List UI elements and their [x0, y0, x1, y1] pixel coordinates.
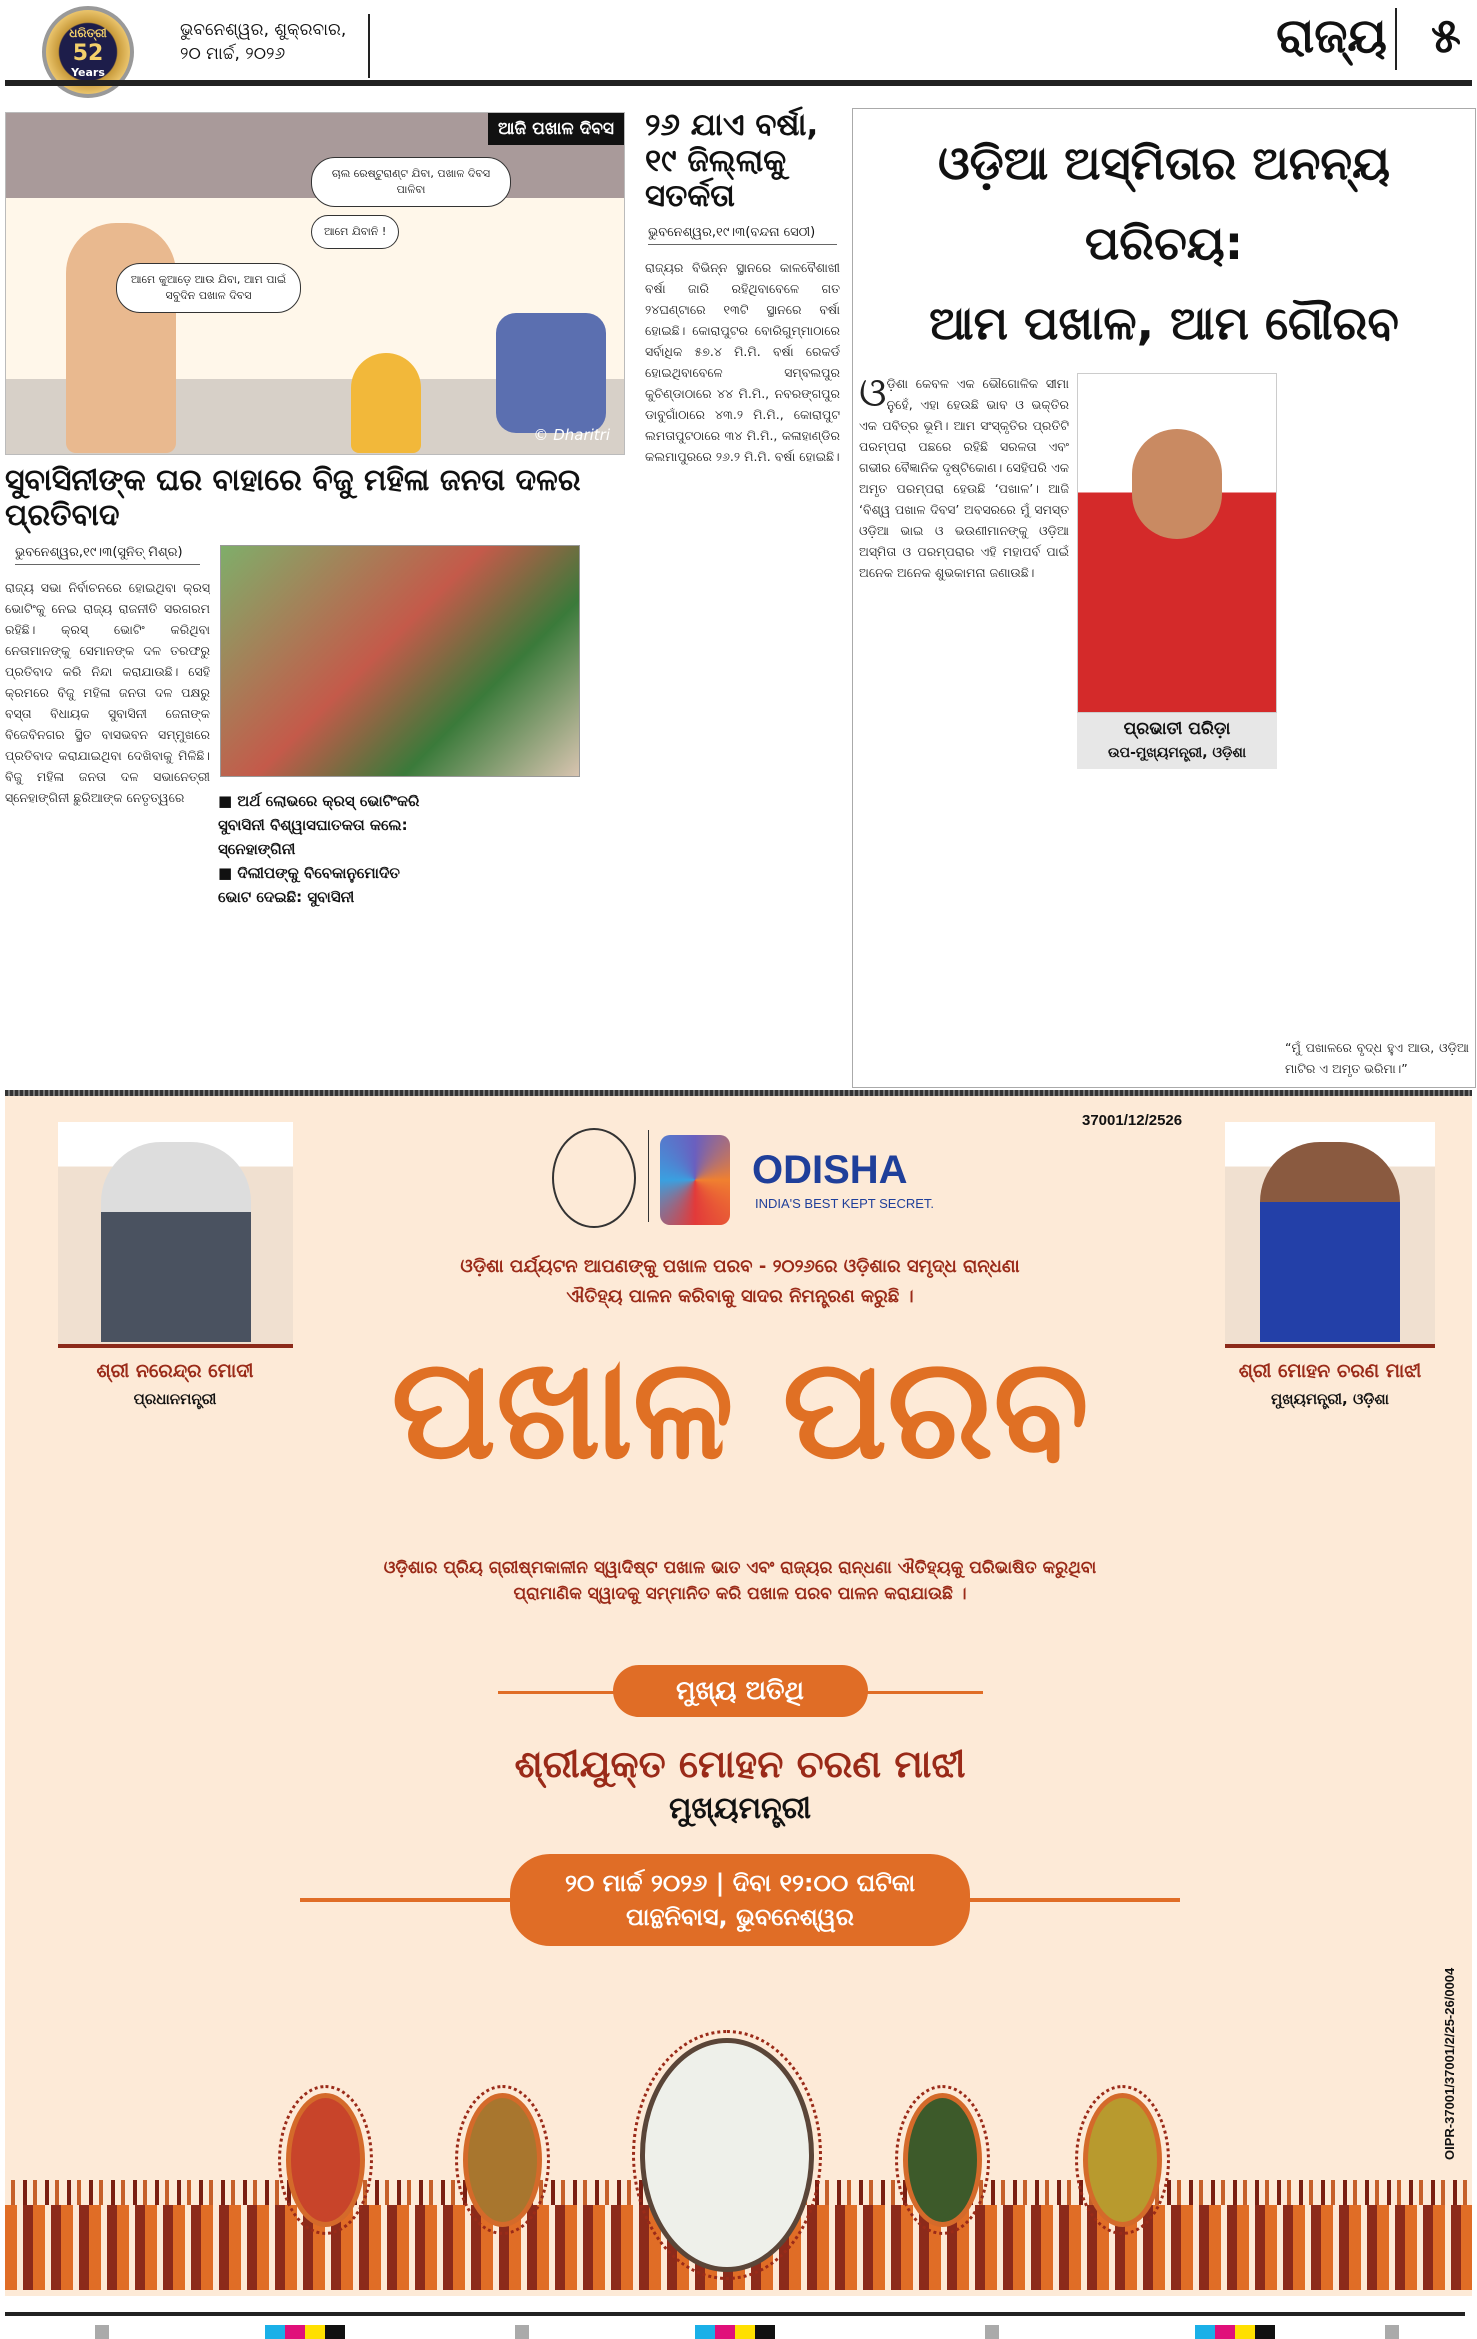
speech-bubble: ଆମେ କୁଆଡ଼େ ଆଉ ଯିବା, ଆମ ପାଇଁ ସବୁଦିନ ପଖାଳ ଦିବସ: [116, 263, 301, 313]
chief-guest-block: [498, 1665, 983, 1717]
event-details: ୨୦ ମାର୍ଚ୍ଚ ୨୦୨୬ | ଦିବା ୧୨:୦୦ ଘଟିକା ପାନ୍ଥନିବାସ, ଭୁବନେଶ୍ୱର: [510, 1854, 970, 1946]
story2: [645, 108, 840, 1086]
ad-code: 37001/12/2526: [1082, 1112, 1183, 1129]
chief-guest-label: ମୁଖ୍ୟ ଅତିଥି: [613, 1665, 868, 1717]
pm-role: ପ୍ରଧାନମନ୍ତ୍ରୀ: [133, 1390, 217, 1408]
food-bowl-tomato: [278, 2085, 373, 2235]
logo-years: 52: [72, 40, 104, 66]
bullet-text: ଅର୍ଥ ଲୋଭରେ କ୍ରସ୍ ଭୋଟିଂକରି ସୁବାସିନୀ ବିଶ୍ୱାସଘାତକତା କଲେ: ସ୍ନେହାଙ୍ଗିନୀ: [218, 792, 420, 858]
invitation-text: [340, 1252, 1140, 1312]
bullet-text: ଦିଲୀପଙ୍କୁ ବିବେକାନୁମୋଦିତ ଭୋଟ ଦେଇଛି: ସୁବାସିନୀ: [218, 864, 400, 906]
food-bowl-beans: [1075, 2085, 1170, 2235]
story3-middle-column: [1077, 373, 1277, 1087]
cm-name: ଶ୍ରୀ ମୋହନ ଚରଣ ମାଝୀ: [1238, 1360, 1422, 1382]
story1-bullets: [218, 789, 433, 909]
event-description: [330, 1555, 1150, 1607]
invitation-line1: ଓଡ଼ିଶା ପର୍ଯ୍ୟଟନ ଆପଣଙ୍କୁ ପଖାଳ ପରବ - ୨୦୨୬ରେ ଓଡ଼ିଶାର ସମୃଦ୍ଧ ରାନ୍ଧଣା: [460, 1256, 1020, 1277]
story2-byline: ଭୁବନେଶ୍ୱର,୧୯।୩(ବନ୍ଦନା ସେଠୀ): [648, 225, 837, 245]
odisha-emblem-icon: [552, 1128, 636, 1228]
color-bar: [265, 2325, 345, 2339]
cm-photo: [1225, 1122, 1435, 1348]
chief-guest-role: ମୁଖ୍ୟମନ୍ତ୍ରୀ: [668, 1791, 812, 1826]
drop-cap: ଓ: [859, 373, 887, 416]
food-bowl-greens: [895, 2085, 990, 2235]
story3-box: [852, 108, 1476, 1088]
story3-body-text: ଡ଼ିଶା କେବଳ ଏକ ଭୌଗୋଳିକ ସୀମା ନୁହେଁ, ଏହା ହେଉଛି ଭାବ ଓ ଭକ୍ତିର ଏକ ପବିତ୍ର ଭୂମି। ଆମ ସଂସ୍କୃତିର ପ୍ରତିଟି ପରମ୍ପରା ପଛରେ ରହିଛି ସରଳତା ଏବଂ ଗଭୀର ବୈଜ୍ଞାନିକ ଦୃଷ୍ଟିକୋଣ। ସେହିପରି ଏକ ଅମୃତ ପରମ୍ପରା ହେଉଛି ‘ପଖାଳ’। ଆଜି ‘ବିଶ୍ୱ ପଖାଳ ଦିବସ’ ଅବସରରେ ମୁଁ ସମସ୍ତ ଓଡ଼ିଆ ଭାଇ ଓ ଭଉଣୀମାନଙ୍କୁ ଓଡ଼ିଆ ଅସ୍ମିତା ଓ ପରମ୍ପରାର ଏହି ମହାପର୍ବ ପାଇଁ ଅନେକ ଅନେକ ଶୁଭକାମନା ଜଣାଉଛି।: [859, 376, 1069, 580]
editorial-cartoon: [5, 112, 625, 455]
story1-body: ରାଜ୍ୟ ସଭା ନିର୍ବାଚନରେ ହୋଇଥିବା କ୍ରସ୍ ଭୋଟିଂକୁ ନେଇ ରାଜ୍ୟ ରାଜନୀତି ସରଗରମ ରହିଛି। କ୍ରସ୍ ଭୋଟିଂ କରିଥିବା ନେତାମାନଙ୍କୁ ସେମାନଙ୍କ ଦଳ ତରଫରୁ ପ୍ରତିବାଦ କରି ନିନ୍ଦା କରାଯାଉଛି। ସେହି କ୍ରମରେ ବିଜୁ ମହିଳା ଜନତା ଦଳ ପକ୍ଷରୁ ବସ୍ତା ବିଧାୟକ ସୁବାସିନୀ ଜେନାଙ୍କ ବିଜେବିନଗର ସ୍ଥିତ ବାସଭବନ ସମ୍ମୁଖରେ ପ୍ରତିବାଦ କରାଯାଇଥିବା ଦେଖିବାକୁ ମିଳିଛି। ବିଜୁ ମହିଳା ଜନତା ଦଳ ସଭାନେତ୍ରୀ ସ୍ନେହାଙ୍ଗିନୀ ଛୁରିଆଙ୍କ ନେତୃତ୍ୱରେ: [5, 580, 210, 805]
logo-years-label: Years: [71, 65, 105, 79]
cartoon-tag: ଆଜି ପଖାଳ ଦିବସ: [488, 113, 624, 145]
logo-text: ଧରିତ୍ରୀ: [69, 25, 107, 40]
photo-caption: [1077, 713, 1277, 769]
odisha-tourism-logo-icon: [660, 1135, 730, 1225]
cartoon-man-figure: [66, 223, 176, 453]
story3-right-column: [1285, 373, 1469, 1087]
color-bar: [695, 2325, 775, 2339]
invitation-line2: ଐତିହ୍ୟ ପାଳନ କରିବାକୁ ସାଦର ନିମନ୍ତ୍ରଣ କରୁଛି ।: [566, 1286, 914, 1307]
event-date: ୨୦ ମାର୍ଚ୍ଚ ୨୦୨୬: [564, 1869, 708, 1897]
registration-mark: [1385, 2325, 1399, 2339]
food-bowl-fry: [455, 2085, 550, 2235]
header-rule: [5, 80, 1472, 86]
issue-date-line1: ଭୁବନେଶ୍ୱର, ଶୁକ୍ରବାର,: [180, 20, 347, 40]
story3-headline-line1: ଓଡ଼ିଆ ଅସ୍ମିତାର ଅନନ୍ୟ ପରିଚୟ:: [937, 136, 1391, 270]
caption-role: ଉପ-ମୁଖ୍ୟମନ୍ତ୍ରୀ, ଓଡ଼ିଶା: [1107, 745, 1247, 761]
color-bar: [1195, 2325, 1275, 2339]
story3-body: [859, 373, 1069, 1087]
ad-release-code: OIPR-37001/37001/2/25-26/0004: [1442, 1967, 1457, 2160]
caption-name: ପ୍ରଭାତୀ ପରିଡ଼ା: [1123, 719, 1231, 739]
story2-headline-line1: ୨୬ ଯାଏ ବର୍ଷା,: [645, 107, 819, 143]
odisha-logo-tagline: INDIA'S BEST KEPT SECRET.: [755, 1196, 934, 1211]
story3-closing: “ମୁଁ ପଖାଳରେ ବୃଦ୍ଧ ହୁଏ ଆଉ, ଓଡ଼ିଆ ମାଟିର ଏ ଅମୃତ ଭରିମା।”: [1285, 1040, 1469, 1076]
story1-left-column: [5, 545, 210, 1086]
ad-center-bottom: [300, 1555, 1180, 1946]
page-number: ୫: [1431, 8, 1461, 64]
event-details-block: [300, 1854, 1180, 1946]
pm-name: ଶ୍ରୀ ନରେନ୍ଦ୍ର ମୋଦୀ: [96, 1360, 254, 1382]
speech-bubble: ଆମେ ଯିବାନି !: [311, 215, 399, 249]
right-bubbles: [311, 157, 511, 249]
odisha-logo-text: ODISHA: [752, 1148, 908, 1192]
divider: [1395, 8, 1397, 70]
event-venue: ପାନ୍ଥନିବାସ, ଭୁବନେଶ୍ୱର: [626, 1903, 854, 1931]
event-title: ପଖାଳ ପରବ: [391, 1328, 1089, 1491]
bullet-item: ■ ଦିଲୀପଙ୍କୁ ବିବେକାନୁମୋଦିତ ଭୋଟ ଦେଇଛି: ସୁବାସିନୀ: [218, 864, 400, 906]
story1: [5, 464, 640, 1086]
food-bowl-pakhala: [632, 2030, 822, 2280]
registration-mark: [515, 2325, 529, 2339]
cartoon-credit: © Dharitri: [533, 426, 610, 444]
cm-role: ମୁଖ୍ୟମନ୍ତ୍ରୀ, ଓଡ଼ିଶା: [1271, 1390, 1389, 1408]
section-name: ରାଜ୍ୟ: [1276, 8, 1387, 64]
registration-mark: [95, 2325, 109, 2339]
story1-byline: ଭୁବନେଶ୍ୱର,୧୯।୩(ସୁନିତ୍ ମିଶ୍ର): [15, 545, 200, 565]
divider: [368, 14, 370, 78]
cartoon-family-figures: [496, 313, 606, 433]
speech-bubble: ଚାଲ ରେଷ୍ଟୁରାଣ୍ଟ ଯିବା, ପଖାଳ ଦିବସ ପାଳିବା: [311, 157, 511, 207]
divider: [648, 1130, 649, 1222]
story3-headline-line2: ଆମ ପଖାଳ, ଆମ ଗୌରବ: [929, 296, 1399, 350]
cartoon-boy-figure: [351, 353, 421, 453]
deputy-cm-photo: [1077, 373, 1277, 713]
protest-photo: [220, 545, 580, 777]
registration-mark: [985, 2325, 999, 2339]
story2-headline-line2: ୧୯ ଜିଲ୍ଲାକୁ ସତର୍କତା: [645, 142, 787, 215]
story1-headline: ସୁବାସିନୀଙ୍କ ଘର ବାହାରେ ବିଜୁ ମହିଳା ଜନତା ଦଳର ପ୍ରତିବାଦ: [5, 463, 581, 533]
story2-headline: [645, 108, 840, 215]
portrait-figure: [1260, 1142, 1400, 1342]
story3-content: [859, 373, 1469, 1087]
issue-date-line2: ୨୦ ମାର୍ଚ୍ଚ, ୨୦୨୬: [180, 44, 286, 64]
story3-headline: [859, 109, 1469, 363]
portrait-figure: [101, 1142, 251, 1342]
ad-center-top: [330, 1252, 1150, 1500]
chief-guest-name: ଶ୍ରୀଯୁକ୍ତ ମୋହନ ଚରଣ ମାଝୀ: [514, 1742, 966, 1786]
issue-date: [180, 18, 346, 66]
bullet-item: ■ ଅର୍ଥ ଲୋଭରେ କ୍ରସ୍ ଭୋଟିଂକରି ସୁବାସିନୀ ବିଶ୍ୱାସଘାତକତା କଲେ: ସ୍ନେହାଙ୍ଗିନୀ: [218, 792, 420, 858]
story2-body: ରାଜ୍ୟର ବିଭିନ୍ନ ସ୍ଥାନରେ କାଳବୈଶାଖୀ ବର୍ଷା ଜାରି ରହିଥିବାବେଳେ ଗତ ୨୪ଘଣ୍ଟାରେ ୧୩ଟି ସ୍ଥାନରେ ବର୍ଷା ହୋଇଛି। କୋରାପୁଟର ବୋରିଗୁମ୍ମାଠାରେ ସର୍ବାଧିକ ୫୭.୪ ମି.ମି. ବର୍ଷା ରେକର୍ଡ ହୋଇଥିବାବେଳେ ସମ୍ବଲପୁର କୁଚିଣ୍ଡାଠାରେ ୪୪ ମି.ମି., ନବରଙ୍ଗପୁର ଡାବୁଗାଁଠାରେ ୪୩.୨ ମି.ମି., କୋରାପୁଟ ଲମତାପୁଟଠାରେ ୩୪ ମି.ମି., କଳାହାଣ୍ଡିର କଲମାପୁରରେ ୨୬.୨ ମି.ମି. ବର୍ଷା ହୋଇଛି।: [645, 259, 840, 464]
event-time: ଦିବା ୧୨:୦୦ ଘଟିକା: [732, 1869, 916, 1897]
description-line2: ପ୍ରାମାଣିକ ସ୍ୱାଦକୁ ସମ୍ମାନିତ କରି ପଖାଳ ପରବ ପାଳନ କରାଯାଉଛି ।: [513, 1584, 967, 1604]
portrait-face: [1132, 429, 1222, 539]
description-line1: ଓଡ଼ିଶାର ପ୍ରିୟ ଗ୍ରୀଷ୍ମକାଳୀନ ସ୍ୱାଦିଷ୍ଟ ପଖାଳ ଭାତ ଏବଂ ରାଜ୍ୟର ରାନ୍ଧଣା ଐତିହ୍ୟକୁ ପରିଭାଷିତ କରୁଥିବା: [383, 1558, 1097, 1578]
pm-photo: [58, 1122, 293, 1348]
story1-content: [5, 545, 640, 1086]
footer-rule: [5, 2312, 1465, 2316]
